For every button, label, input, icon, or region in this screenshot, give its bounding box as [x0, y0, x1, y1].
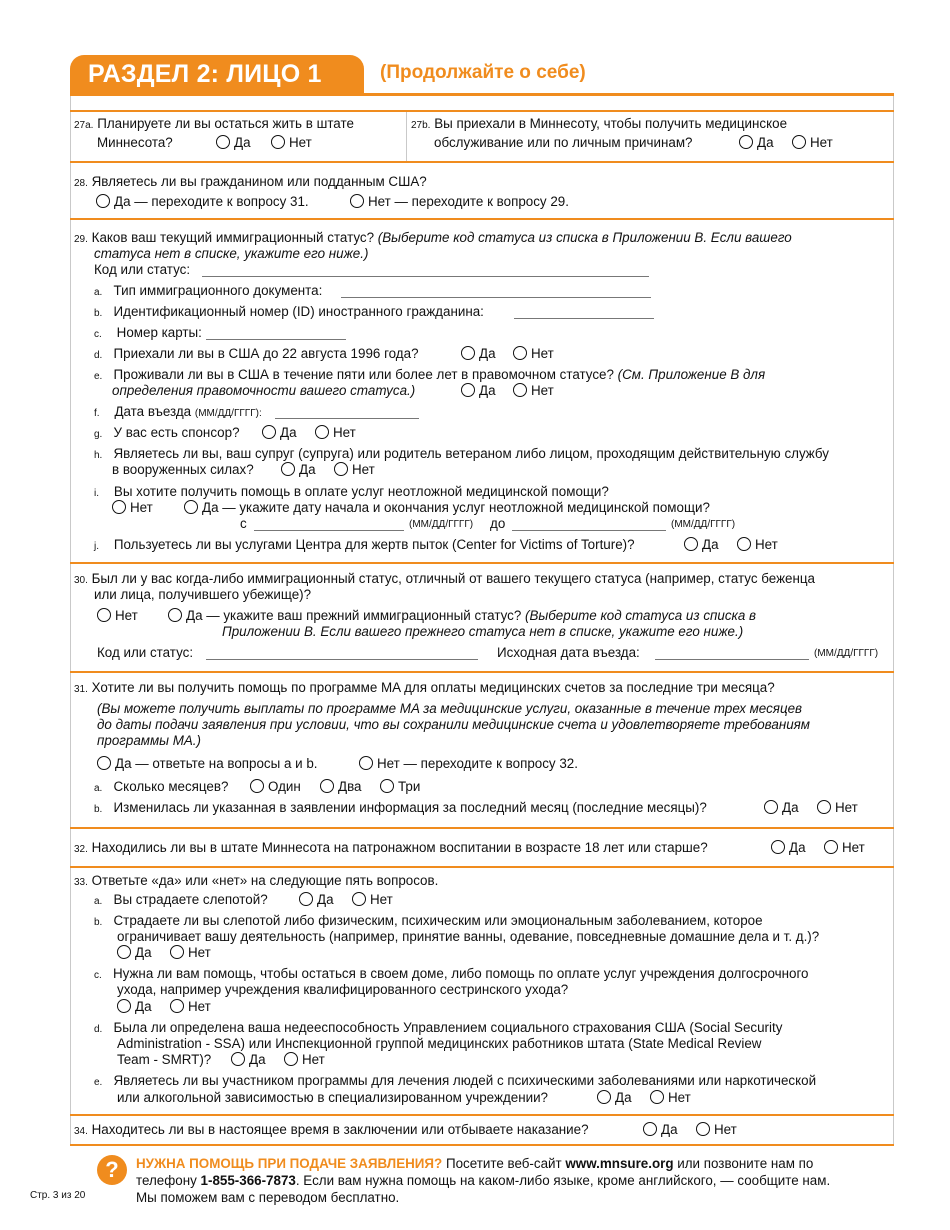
divider	[70, 1144, 894, 1146]
q34-yes[interactable]: Да	[643, 1122, 678, 1138]
q29j-no[interactable]: Нет	[737, 537, 778, 553]
radio-icon[interactable]	[352, 892, 366, 906]
radio-icon[interactable]	[824, 840, 838, 854]
q28-yes[interactable]: Да — переходите к вопросу 31.	[96, 194, 309, 210]
q30-no[interactable]: Нет	[97, 608, 138, 624]
q30: 30. Был ли у вас когда-либо иммиграционный статус, отличный от вашего текущего статуса (например, статус беженца	[74, 571, 815, 586]
radio-icon[interactable]	[817, 800, 831, 814]
website-link[interactable]: www.mnsure.org	[565, 1156, 674, 1171]
q33e-yes[interactable]: Да	[597, 1090, 632, 1106]
q33b-yes[interactable]: Да	[117, 945, 152, 961]
section-subtitle: (Продолжайте о себе)	[380, 62, 586, 83]
divider	[70, 110, 894, 112]
q27a-no[interactable]: Нет	[271, 135, 312, 151]
radio-icon[interactable]	[359, 756, 373, 770]
q29e-hint: определения правомочности вашего статуса.)	[112, 383, 416, 398]
radio-icon[interactable]	[771, 840, 785, 854]
q33e-no[interactable]: Нет	[650, 1090, 691, 1106]
q31-hint3: программы MA.)	[97, 733, 201, 748]
phone-link[interactable]: 1-855-366-7873	[200, 1173, 296, 1188]
q31-yes[interactable]: Да — ответьте на вопросы a и b.	[97, 756, 318, 772]
q29-code-label: Код или статус:	[94, 262, 191, 277]
q28: 28. Являетесь ли вы гражданином или подданным США?	[74, 174, 427, 189]
q27b-yes[interactable]: Да	[739, 135, 774, 151]
radio-icon[interactable]	[380, 779, 394, 793]
q34-no[interactable]: Нет	[696, 1122, 737, 1138]
radio-icon[interactable]	[117, 999, 131, 1013]
q31a-three[interactable]: Три	[380, 779, 420, 795]
q33: 33. Ответьте «да» или «нет» на следующие пять вопросов.	[74, 873, 439, 888]
q29h: h. Являетесь ли вы, ваш супруг (супруга) или родитель ветераном либо лицом, проходящим действительную службу	[94, 446, 829, 461]
q31a-one[interactable]: Один	[250, 779, 301, 795]
q30-date-input[interactable]	[655, 659, 809, 660]
radio-icon[interactable]	[696, 1122, 710, 1136]
q29g-yes[interactable]: Да	[262, 425, 297, 441]
q29c-input[interactable]	[206, 339, 346, 340]
radio-icon[interactable]	[96, 194, 110, 208]
q27-divider	[406, 110, 407, 161]
q29i-to-label: до	[490, 516, 506, 531]
q31-hint2: до даты подачи заявления при условии, что вы сохранили медицинские счета и удовлетворяете требованиям	[97, 717, 810, 732]
q29j: j. Пользуетесь ли вы услугами Центра для жертв пыток (Center for Victims of Torture)?	[94, 537, 635, 552]
radio-icon[interactable]	[320, 779, 334, 793]
q29g: g. У вас есть спонсор?	[94, 425, 240, 440]
radio-icon[interactable]	[513, 383, 527, 397]
radio-icon[interactable]	[334, 462, 348, 476]
q29d: d. Приехали ли вы в США до 22 августа 1996 года?	[94, 346, 419, 361]
radio-icon[interactable]	[184, 500, 198, 514]
radio-icon[interactable]	[271, 135, 285, 149]
q29b-input[interactable]	[514, 318, 654, 319]
q31b-no[interactable]: Нет	[817, 800, 858, 816]
q33b: b. Страдаете ли вы слепотой либо физическим, психическим или эмоциональным заболеванием, которое	[94, 913, 763, 928]
q27b: 27b. Вы приехали в Миннесоту, чтобы получить медицинское	[411, 116, 788, 131]
q29h-line2: в вооруженных силах?	[112, 462, 254, 477]
radio-icon[interactable]	[513, 346, 527, 360]
q30-hint: Приложении B. Если вашего прежнего статуса нет в списке, укажите его ниже.)	[222, 624, 744, 639]
q29i-to-fmt: (ММ/ДД/ГГГГ)	[671, 519, 736, 530]
divider	[70, 671, 894, 673]
q29e-yes[interactable]: Да	[461, 383, 496, 399]
help-icon: ?	[97, 1155, 127, 1185]
q33d-line3: Team - SMRT)?	[117, 1052, 212, 1067]
q33e-line2: или алкогольной зависимостью в специализированном учреждении?	[117, 1090, 549, 1105]
radio-icon[interactable]	[350, 194, 364, 208]
q27a-yes[interactable]: Да	[216, 135, 251, 151]
q27a: 27a. Планируете ли вы остаться жить в штате	[74, 116, 354, 131]
radio-icon[interactable]	[284, 1052, 298, 1066]
radio-icon[interactable]	[231, 1052, 245, 1066]
q32: 32. Находились ли вы в штате Миннесота на патронажном воспитании в возрасте 18 лет или старше?	[74, 840, 708, 855]
divider	[70, 562, 894, 564]
q27a-line2: Миннесота?	[97, 135, 173, 150]
radio-icon[interactable]	[643, 1122, 657, 1136]
radio-icon[interactable]	[597, 1090, 611, 1104]
help-text: НУЖНА ПОМОЩЬ ПРИ ПОДАЧЕ ЗАЯВЛЕНИЯ? Посетите веб-сайт www.mnsure.org или позвоните нам по телефону 1-855-366-7873. Если вам нужна помощь на каком-либо языке, кроме английского, — сообщите нам. Мы поможем вам с переводом бесплатно.	[136, 1156, 831, 1205]
divider	[70, 827, 894, 829]
q33a-yes[interactable]: Да	[299, 892, 334, 908]
q31-hint1: (Вы можете получить выплаты по программе MA за медицинские услуги, оказанные в течение трех месяцев	[97, 701, 803, 716]
q33b-no[interactable]: Нет	[170, 945, 211, 961]
radio-icon[interactable]	[250, 779, 264, 793]
q33a-no[interactable]: Нет	[352, 892, 393, 908]
q31b-yes[interactable]: Да	[764, 800, 799, 816]
q29e-no[interactable]: Нет	[513, 383, 554, 399]
q31b: b. Изменилась ли указанная в заявлении информация за последний месяц (последние месяцы)?	[94, 800, 707, 815]
q29g-no[interactable]: Нет	[315, 425, 356, 441]
q30-code-label: Код или статус:	[97, 645, 194, 660]
q30-yes[interactable]: Да — укажите ваш прежний иммиграционный статус? (Выберите код статуса из списка в	[168, 608, 756, 624]
radio-icon[interactable]	[168, 608, 182, 622]
q34: 34. Находитесь ли вы в настоящее время в заключении или отбываете наказание?	[74, 1122, 589, 1137]
q29e: e. Проживали ли вы в США в течение пяти или более лет в правомочном статусе? (См. Приложение B для	[94, 367, 766, 382]
q30-date-fmt: (ММ/ДД/ГГГГ)	[814, 648, 879, 659]
q30-date-label: Исходная дата въезда:	[497, 645, 640, 660]
q29: 29. Каков ваш текущий иммиграционный статус? (Выберите код статуса из списка в Приложении B. Если вашего	[74, 230, 792, 245]
radio-icon[interactable]	[117, 945, 131, 959]
q33c-no[interactable]: Нет	[170, 999, 211, 1015]
q29a: a. Тип иммиграционного документа:	[94, 283, 323, 298]
q29i-from-input[interactable]	[254, 530, 404, 531]
radio-icon[interactable]	[461, 383, 475, 397]
q33c: c. Нужна ли вам помощь, чтобы остаться в своем доме, либо помощь по оплате услуг учреждения долгосрочного	[94, 966, 809, 981]
radio-icon[interactable]	[764, 800, 778, 814]
radio-icon[interactable]	[97, 608, 111, 622]
q29f: f. Дата въезда (ММ/ДД/ГГГГ):	[94, 404, 262, 419]
q29j-yes[interactable]: Да	[684, 537, 719, 553]
q33b-line2: ограничивает вашу деятельность (например, принятие ванны, одевание, повседневные домашние дела и т. д.)?	[117, 929, 820, 944]
q33d-yes[interactable]: Да	[231, 1052, 266, 1068]
radio-icon[interactable]	[650, 1090, 664, 1104]
q33a: a. Вы страдаете слепотой?	[94, 892, 268, 907]
radio-icon[interactable]	[97, 756, 111, 770]
q31-no[interactable]: Нет — переходите к вопросу 32.	[359, 756, 578, 772]
radio-icon[interactable]	[684, 537, 698, 551]
q29h-no[interactable]: Нет	[334, 462, 375, 478]
q33e: e. Являетесь ли вы участником программы для лечения людей с психическими заболеваниями или наркотической	[94, 1073, 817, 1088]
q29i-yes[interactable]: Да — укажите дату начала и окончания услуг неотложной медицинской помощи?	[184, 500, 710, 516]
radio-icon[interactable]	[739, 135, 753, 149]
q33c-line2: ухода, например учреждения квалифицированного сестринского ухода?	[117, 982, 569, 997]
q33c-yes[interactable]: Да	[117, 999, 152, 1015]
radio-icon[interactable]	[262, 425, 276, 439]
q29d-yes[interactable]: Да	[461, 346, 496, 362]
radio-icon[interactable]	[216, 135, 230, 149]
q27b-line2: обслуживание или по личным причинам?	[434, 135, 693, 150]
q29b: b. Идентификационный номер (ID) иностранного гражданина:	[94, 304, 484, 319]
q29-hint: статуса нет в списке, укажите его ниже.)	[94, 246, 369, 261]
q29c: c. Номер карты:	[94, 325, 202, 340]
q29i-from-fmt: (ММ/ДД/ГГГГ)	[409, 519, 474, 530]
radio-icon[interactable]	[170, 999, 184, 1013]
q29i-to-input[interactable]	[512, 530, 666, 531]
radio-icon[interactable]	[170, 945, 184, 959]
radio-icon[interactable]	[281, 462, 295, 476]
q30-line2: или лица, получившего убежище)?	[94, 587, 312, 602]
q33d-no[interactable]: Нет	[284, 1052, 325, 1068]
q29i-no[interactable]: Нет	[112, 500, 153, 516]
q29-code-input[interactable]	[202, 276, 649, 277]
q30-code-input[interactable]	[206, 659, 478, 660]
radio-icon[interactable]	[112, 500, 126, 514]
q27b-no[interactable]: Нет	[792, 135, 833, 151]
q29h-yes[interactable]: Да	[281, 462, 316, 478]
radio-icon[interactable]	[737, 537, 751, 551]
q32-no[interactable]: Нет	[824, 840, 865, 856]
q32-yes[interactable]: Да	[771, 840, 806, 856]
divider	[70, 218, 894, 220]
divider	[70, 1114, 894, 1116]
q29i: i. Вы хотите получить помощь в оплате услуг неотложной медицинской помощи?	[94, 484, 609, 499]
section-title: РАЗДЕЛ 2: ЛИЦО 1	[88, 60, 322, 88]
radio-icon[interactable]	[461, 346, 475, 360]
q33d-line2: Administration - SSA) или Инспекционной группой медицинских работников штата (State Medical Review	[117, 1036, 762, 1051]
q31: 31. Хотите ли вы получить помощь по программе MA для оплаты медицинских счетов за последние три месяца?	[74, 680, 775, 695]
q29i-from-label: с	[240, 516, 247, 531]
divider	[70, 866, 894, 868]
q31a: a. Сколько месяцев?	[94, 779, 229, 794]
q29f-input[interactable]	[275, 418, 419, 419]
q33d: d. Была ли определена ваша недееспособность Управлением социального страхования США (Social Security	[94, 1020, 783, 1035]
radio-icon[interactable]	[299, 892, 313, 906]
q31a-two[interactable]: Два	[320, 779, 361, 795]
q29a-input[interactable]	[341, 297, 651, 298]
radio-icon[interactable]	[315, 425, 329, 439]
q28-no[interactable]: Нет — переходите к вопросу 29.	[350, 194, 569, 210]
divider	[70, 161, 894, 163]
page-number: Стр. 3 из 20	[30, 1190, 86, 1201]
q29d-no[interactable]: Нет	[513, 346, 554, 362]
radio-icon[interactable]	[792, 135, 806, 149]
